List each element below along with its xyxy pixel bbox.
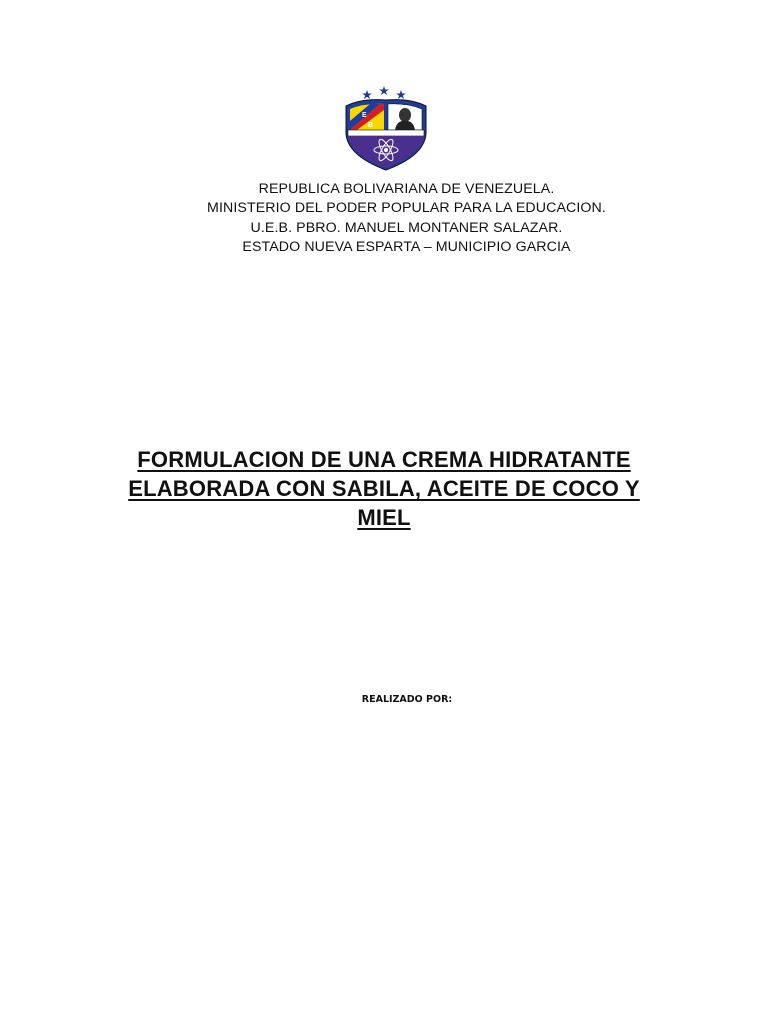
institution-header: [0, 180, 768, 257]
document-title: [100, 445, 668, 532]
title-line-3: MIEL: [357, 505, 411, 530]
header-line-school: U.E.B. PBRO. MANUEL MONTANER SALAZAR.: [250, 219, 563, 236]
star-icons: [362, 86, 406, 99]
header-line-republic: REPUBLICA BOLIVARIANA DE VENEZUELA.: [258, 181, 555, 197]
author-label: REALIZADO POR:: [361, 694, 453, 705]
header-line-state: ESTADO NUEVA ESPARTA – MUNICIPIO GARCIA: [242, 238, 571, 255]
school-emblem: [340, 84, 432, 172]
title-line-1: FORMULACION DE UNA CREMA HIDRATANTE: [137, 447, 631, 472]
title-line-2: ELABORADA CON SABILA, ACEITE DE COCO Y: [128, 476, 640, 501]
emblem-letter-e: E: [362, 112, 367, 119]
emblem-letter-b: B: [368, 122, 374, 129]
header-line-ministry: MINISTERIO DEL PODER POPULAR PARA LA EDUCACION.: [207, 200, 606, 217]
